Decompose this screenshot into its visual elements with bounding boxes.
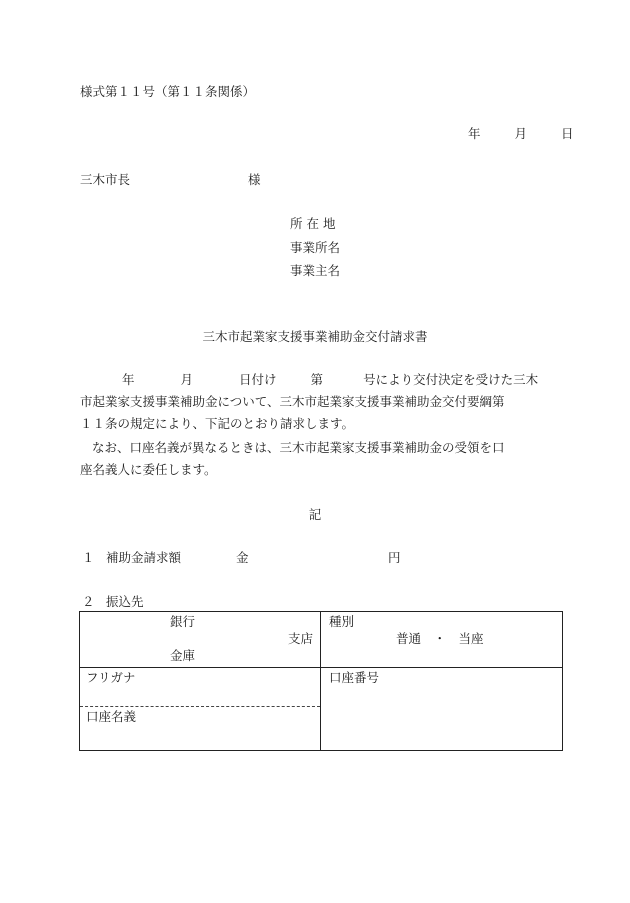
item-1-kin: 金: [236, 550, 249, 565]
date-month: 月: [514, 126, 528, 141]
account-holder-label: 口座名義: [86, 709, 137, 724]
item-2-number: ２: [82, 594, 95, 609]
body-line-1: [80, 372, 538, 388]
kinko-label: 金庫: [170, 648, 196, 663]
body-line-2: 市起業家支援事業補助金について、三木市起業家支援事業補助金交付要綱第: [80, 394, 505, 409]
ki-heading: 記: [308, 507, 322, 522]
account-type-label: 種別: [329, 614, 355, 629]
date-line: [468, 126, 574, 142]
document-title: 三木市起業家支援事業補助金交付請求書: [202, 329, 428, 344]
body-line-4: なお、口座名義が異なるときは、三木市起業家支援事業補助金の受領を口: [92, 440, 505, 455]
furigana-dashed-divider: [80, 706, 320, 707]
table-column-divider: [320, 612, 321, 750]
body-line-1-rest: 号により交付決定を受けた三木: [363, 372, 539, 387]
body-month: 月: [180, 372, 194, 387]
account-number-label: 口座番号: [329, 670, 380, 685]
body-year: 年: [122, 372, 135, 387]
sender-address-label: 所在地: [290, 216, 340, 231]
account-type-options: 普通 ・ 当座: [396, 631, 484, 646]
item-1-number: １: [82, 550, 95, 565]
bank-label: 銀行: [170, 614, 196, 629]
date-day: 日: [561, 126, 574, 141]
body-line-5: 座名義人に委任します。: [80, 462, 217, 477]
table-row-divider: [80, 667, 562, 668]
addressee: 三木市長: [80, 172, 131, 187]
item-1-label: 補助金請求額: [106, 550, 182, 565]
sender-owner-label: 事業主名: [290, 263, 341, 278]
item-2-label: 振込先: [106, 594, 144, 609]
body-dated: 日付け: [239, 372, 277, 387]
date-year: 年: [468, 126, 481, 141]
item-1-yen: 円: [388, 550, 401, 565]
body-dai: 第: [310, 372, 324, 387]
bank-account-table: [79, 611, 563, 751]
body-line-3: １１条の規定により、下記のとおり請求します。: [80, 416, 355, 431]
form-number: 様式第１１号（第１１条関係）: [80, 84, 256, 99]
addressee-suffix: 様: [248, 172, 261, 187]
sender-office-label: 事業所名: [290, 240, 341, 255]
branch-label: 支店: [288, 631, 314, 646]
furigana-label: フリガナ: [86, 670, 136, 685]
